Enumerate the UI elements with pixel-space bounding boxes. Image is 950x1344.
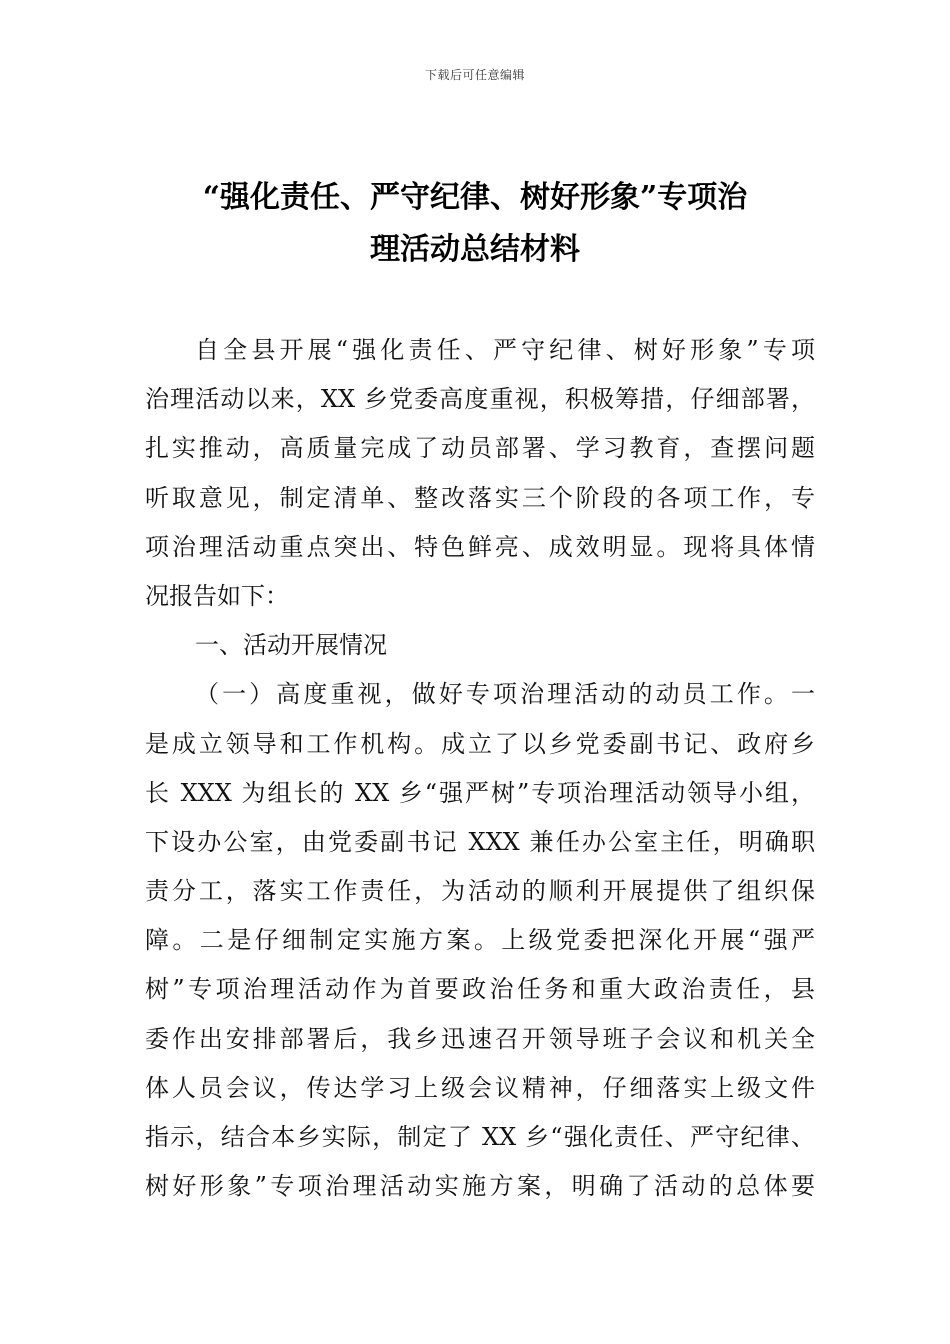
body-line: 听取意见，制定清单、整改落实三个阶段的各项工作，专 [145, 483, 815, 512]
title-line-1: “强化责任、严守纪律、树好形象”专项治 [202, 180, 748, 215]
section-heading: 一、活动开展情况 [195, 631, 387, 660]
body-line: 扎实推动，高质量完成了动员部署、学习教育，查摆问题 [145, 434, 815, 463]
subsection-line: （一）高度重视，做好专项治理活动的动员工作。一 [195, 680, 815, 709]
body-line: 障。二是仔细制定实施方案。上级党委把深化开展“强严 [145, 926, 815, 955]
body-line: 项治理活动重点突出、特色鲜亮、成效明显。现将具体情 [145, 532, 815, 561]
body-line: 治理活动以来，XX 乡党委高度重视，积极筹措，仔细部署， [145, 385, 815, 414]
document-body [145, 326, 815, 1211]
body-line: 委作出安排部署后，我乡迅速召开领导班子会议和机关全 [145, 1024, 815, 1053]
body-line: 体人员会议，传达学习上级会议精神，仔细落实上级文件 [145, 1073, 815, 1102]
title-line-2: 理活动总结材料 [370, 232, 580, 267]
body-line: 长 XXX 为组长的 XX 乡“强严树”专项治理活动领导小组， [145, 778, 815, 807]
body-line: 自全县开展“强化责任、严守纪律、树好形象”专项 [195, 336, 815, 364]
body-line: 责分工，落实工作责任，为活动的顺利开展提供了组织保 [145, 877, 815, 906]
header-note: 下载后可任意编辑 [424, 68, 525, 82]
body-line: 指示，结合本乡实际，制定了 XX 乡“强化责任、严守纪律、 [145, 1123, 815, 1151]
body-line: 树好形象”专项治理活动实施方案，明确了活动的总体要 [145, 1172, 815, 1201]
document-title [145, 172, 805, 276]
body-line: 下设办公室，由党委副书记 XXX 兼任办公室主任，明确职 [145, 827, 815, 856]
body-line: 是成立领导和工作机构。成立了以乡党委副书记、政府乡 [145, 729, 815, 758]
body-line: 况报告如下： [145, 581, 289, 610]
body-line: 树”专项治理活动作为首要政治任务和重大政治责任，县 [145, 975, 815, 1004]
